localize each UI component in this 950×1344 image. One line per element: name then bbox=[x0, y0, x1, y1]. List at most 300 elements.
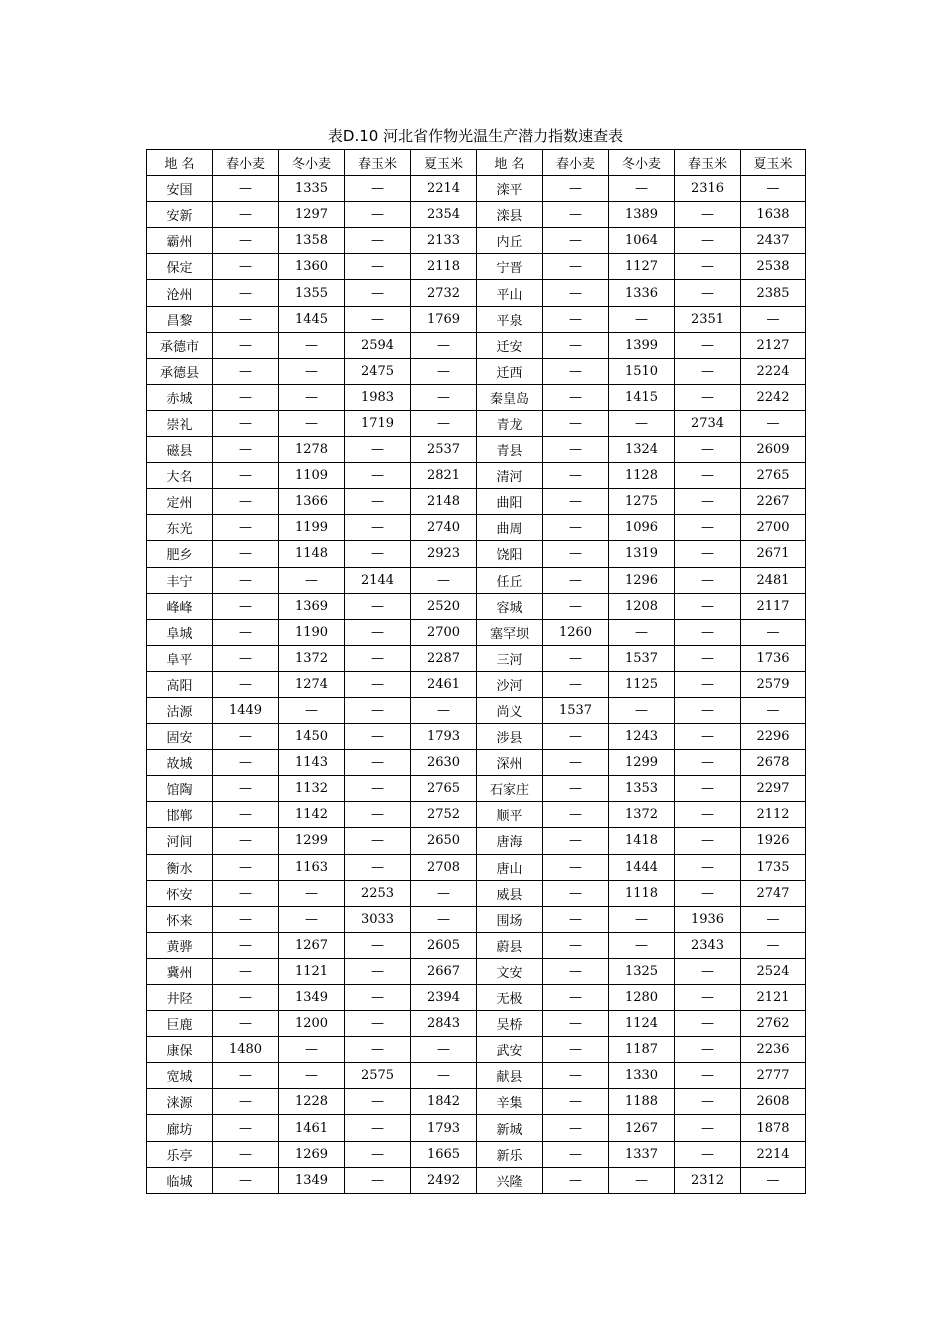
place-name-cell: 吴桥 bbox=[477, 1011, 543, 1037]
value-cell: — bbox=[675, 645, 741, 671]
value-cell: 1278 bbox=[279, 437, 345, 463]
value-cell: 2708 bbox=[411, 854, 477, 880]
table-row bbox=[147, 958, 806, 984]
place-name-cell: 磁县 bbox=[147, 437, 213, 463]
value-cell: — bbox=[741, 619, 806, 645]
value-cell: — bbox=[609, 619, 675, 645]
value-cell: — bbox=[543, 671, 609, 697]
place-name-cell: 乐亭 bbox=[147, 1141, 213, 1167]
value-cell: 1336 bbox=[609, 280, 675, 306]
place-name-cell: 昌黎 bbox=[147, 306, 213, 332]
table-row bbox=[147, 1167, 806, 1193]
table-row bbox=[147, 828, 806, 854]
value-cell: 1349 bbox=[279, 985, 345, 1011]
value-cell: — bbox=[543, 541, 609, 567]
table-row bbox=[147, 489, 806, 515]
value-cell: 2843 bbox=[411, 1011, 477, 1037]
table-row bbox=[147, 1011, 806, 1037]
value-cell: — bbox=[543, 1011, 609, 1037]
value-cell: 2475 bbox=[345, 358, 411, 384]
value-cell: 1793 bbox=[411, 724, 477, 750]
place-name-cell: 内丘 bbox=[477, 228, 543, 254]
place-name-cell: 顺平 bbox=[477, 802, 543, 828]
table-row bbox=[147, 724, 806, 750]
place-name-cell: 东光 bbox=[147, 515, 213, 541]
value-cell: — bbox=[213, 776, 279, 802]
value-cell: — bbox=[543, 958, 609, 984]
value-cell: 2112 bbox=[741, 802, 806, 828]
value-cell: — bbox=[741, 932, 806, 958]
value-cell: 1399 bbox=[609, 332, 675, 358]
place-name-cell: 武安 bbox=[477, 1037, 543, 1063]
value-cell: — bbox=[411, 332, 477, 358]
value-cell: 2121 bbox=[741, 985, 806, 1011]
value-cell: — bbox=[411, 906, 477, 932]
place-name-cell: 冀州 bbox=[147, 958, 213, 984]
value-cell: — bbox=[213, 306, 279, 332]
value-cell: — bbox=[609, 697, 675, 723]
place-name-cell: 青龙 bbox=[477, 410, 543, 436]
value-cell: — bbox=[675, 358, 741, 384]
value-cell: — bbox=[213, 619, 279, 645]
value-cell: — bbox=[675, 985, 741, 1011]
place-name-cell: 赤城 bbox=[147, 384, 213, 410]
place-name-cell: 唐海 bbox=[477, 828, 543, 854]
value-cell: 2923 bbox=[411, 541, 477, 567]
value-cell: 1461 bbox=[279, 1115, 345, 1141]
value-cell: 2609 bbox=[741, 437, 806, 463]
place-name-cell: 曲周 bbox=[477, 515, 543, 541]
value-cell: 2650 bbox=[411, 828, 477, 854]
value-cell: — bbox=[345, 1037, 411, 1063]
place-name-cell: 邯郸 bbox=[147, 802, 213, 828]
value-cell: — bbox=[213, 880, 279, 906]
place-name-cell: 新乐 bbox=[477, 1141, 543, 1167]
value-cell: — bbox=[345, 202, 411, 228]
value-cell: 2734 bbox=[675, 410, 741, 436]
value-cell: 2437 bbox=[741, 228, 806, 254]
value-cell: 2287 bbox=[411, 645, 477, 671]
table-row bbox=[147, 697, 806, 723]
value-cell: 1243 bbox=[609, 724, 675, 750]
value-cell: 1936 bbox=[675, 906, 741, 932]
value-cell: 1510 bbox=[609, 358, 675, 384]
place-name-cell: 怀安 bbox=[147, 880, 213, 906]
value-cell: — bbox=[543, 1115, 609, 1141]
value-cell: 2538 bbox=[741, 254, 806, 280]
value-cell: — bbox=[213, 332, 279, 358]
value-cell: 1121 bbox=[279, 958, 345, 984]
value-cell: — bbox=[543, 567, 609, 593]
value-cell: — bbox=[345, 854, 411, 880]
value-cell: — bbox=[543, 515, 609, 541]
place-name-cell: 迁西 bbox=[477, 358, 543, 384]
value-cell: 1274 bbox=[279, 671, 345, 697]
value-cell: 2236 bbox=[741, 1037, 806, 1063]
place-name-cell: 尚义 bbox=[477, 697, 543, 723]
place-name-cell: 饶阳 bbox=[477, 541, 543, 567]
place-name-cell: 献县 bbox=[477, 1063, 543, 1089]
value-cell: — bbox=[213, 515, 279, 541]
place-name-cell: 承德市 bbox=[147, 332, 213, 358]
table-row bbox=[147, 567, 806, 593]
value-cell: — bbox=[345, 489, 411, 515]
value-cell: 1719 bbox=[345, 410, 411, 436]
value-cell: — bbox=[279, 410, 345, 436]
table-row bbox=[147, 776, 806, 802]
value-cell: — bbox=[213, 1011, 279, 1037]
value-cell: 1445 bbox=[279, 306, 345, 332]
value-cell: — bbox=[675, 1089, 741, 1115]
value-cell: 1297 bbox=[279, 202, 345, 228]
table-row bbox=[147, 802, 806, 828]
value-cell: — bbox=[213, 567, 279, 593]
value-cell: — bbox=[279, 880, 345, 906]
value-cell: 1325 bbox=[609, 958, 675, 984]
value-cell: — bbox=[213, 1115, 279, 1141]
place-name-cell: 井陉 bbox=[147, 985, 213, 1011]
value-cell: — bbox=[345, 254, 411, 280]
place-name-cell: 巨鹿 bbox=[147, 1011, 213, 1037]
value-cell: 2385 bbox=[741, 280, 806, 306]
value-cell: — bbox=[543, 645, 609, 671]
table-row bbox=[147, 1141, 806, 1167]
value-cell: 1665 bbox=[411, 1141, 477, 1167]
value-cell: 2492 bbox=[411, 1167, 477, 1193]
value-cell: — bbox=[411, 567, 477, 593]
value-cell: 2630 bbox=[411, 750, 477, 776]
place-name-cell: 宽城 bbox=[147, 1063, 213, 1089]
value-cell: — bbox=[345, 437, 411, 463]
value-cell: 1125 bbox=[609, 671, 675, 697]
value-cell: — bbox=[609, 410, 675, 436]
value-cell: 2312 bbox=[675, 1167, 741, 1193]
value-cell: — bbox=[279, 332, 345, 358]
value-cell: 1337 bbox=[609, 1141, 675, 1167]
table-row bbox=[147, 593, 806, 619]
value-cell: 2214 bbox=[741, 1141, 806, 1167]
value-cell: — bbox=[213, 1167, 279, 1193]
value-cell: — bbox=[543, 906, 609, 932]
value-cell: 1353 bbox=[609, 776, 675, 802]
value-cell: — bbox=[675, 1115, 741, 1141]
value-cell: — bbox=[411, 1063, 477, 1089]
table-row bbox=[147, 410, 806, 436]
value-cell: — bbox=[675, 280, 741, 306]
value-cell: 2144 bbox=[345, 567, 411, 593]
value-cell: — bbox=[213, 254, 279, 280]
place-name-cell: 临城 bbox=[147, 1167, 213, 1193]
value-cell: 1358 bbox=[279, 228, 345, 254]
value-cell: — bbox=[345, 724, 411, 750]
table-row bbox=[147, 463, 806, 489]
value-cell: 2127 bbox=[741, 332, 806, 358]
table-row bbox=[147, 854, 806, 880]
value-cell: — bbox=[279, 1063, 345, 1089]
value-cell: 1537 bbox=[543, 697, 609, 723]
value-cell: 1638 bbox=[741, 202, 806, 228]
value-cell: 1143 bbox=[279, 750, 345, 776]
value-cell: 2224 bbox=[741, 358, 806, 384]
place-name-cell: 大名 bbox=[147, 463, 213, 489]
value-cell: — bbox=[345, 619, 411, 645]
place-name-cell: 塞罕坝 bbox=[477, 619, 543, 645]
value-cell: 2394 bbox=[411, 985, 477, 1011]
value-cell: — bbox=[675, 619, 741, 645]
value-cell: — bbox=[741, 306, 806, 332]
value-cell: — bbox=[675, 671, 741, 697]
value-cell: — bbox=[345, 176, 411, 202]
value-cell: 1330 bbox=[609, 1063, 675, 1089]
place-name-cell: 曲阳 bbox=[477, 489, 543, 515]
value-cell: 1127 bbox=[609, 254, 675, 280]
table-row bbox=[147, 437, 806, 463]
value-cell: — bbox=[543, 358, 609, 384]
value-cell: — bbox=[411, 410, 477, 436]
value-cell: — bbox=[213, 1063, 279, 1089]
value-cell: — bbox=[675, 724, 741, 750]
value-cell: — bbox=[345, 228, 411, 254]
value-cell: 1118 bbox=[609, 880, 675, 906]
value-cell: — bbox=[675, 541, 741, 567]
value-cell: — bbox=[213, 802, 279, 828]
value-cell: 1450 bbox=[279, 724, 345, 750]
value-cell: — bbox=[213, 854, 279, 880]
value-cell: — bbox=[543, 880, 609, 906]
potential-index-table bbox=[146, 149, 806, 1194]
value-cell: 1275 bbox=[609, 489, 675, 515]
column-header: 夏玉米 bbox=[741, 150, 806, 176]
value-cell: 2575 bbox=[345, 1063, 411, 1089]
place-name-cell: 深州 bbox=[477, 750, 543, 776]
place-name-cell: 安国 bbox=[147, 176, 213, 202]
table-row bbox=[147, 280, 806, 306]
table-row bbox=[147, 645, 806, 671]
table-row bbox=[147, 1115, 806, 1141]
value-cell: — bbox=[675, 1141, 741, 1167]
value-cell: 1199 bbox=[279, 515, 345, 541]
value-cell: 1415 bbox=[609, 384, 675, 410]
value-cell: — bbox=[213, 958, 279, 984]
column-header: 春小麦 bbox=[213, 150, 279, 176]
value-cell: — bbox=[411, 697, 477, 723]
place-name-cell: 兴隆 bbox=[477, 1167, 543, 1193]
value-cell: — bbox=[543, 802, 609, 828]
place-name-cell: 滦平 bbox=[477, 176, 543, 202]
place-name-cell: 青县 bbox=[477, 437, 543, 463]
value-cell: — bbox=[675, 802, 741, 828]
value-cell: 1299 bbox=[609, 750, 675, 776]
value-cell: — bbox=[213, 489, 279, 515]
value-cell: — bbox=[411, 384, 477, 410]
table-row bbox=[147, 619, 806, 645]
place-name-cell: 丰宁 bbox=[147, 567, 213, 593]
value-cell: — bbox=[543, 384, 609, 410]
value-cell: — bbox=[345, 958, 411, 984]
value-cell: — bbox=[213, 985, 279, 1011]
place-name-cell: 阜城 bbox=[147, 619, 213, 645]
value-cell: 2117 bbox=[741, 593, 806, 619]
place-name-cell: 河间 bbox=[147, 828, 213, 854]
value-cell: — bbox=[213, 1141, 279, 1167]
value-cell: 2821 bbox=[411, 463, 477, 489]
value-cell: — bbox=[543, 306, 609, 332]
value-cell: 1369 bbox=[279, 593, 345, 619]
value-cell: — bbox=[543, 750, 609, 776]
value-cell: — bbox=[213, 280, 279, 306]
value-cell: 1228 bbox=[279, 1089, 345, 1115]
place-name-cell: 怀来 bbox=[147, 906, 213, 932]
value-cell: 1736 bbox=[741, 645, 806, 671]
value-cell: 1335 bbox=[279, 176, 345, 202]
value-cell: 2700 bbox=[741, 515, 806, 541]
value-cell: — bbox=[675, 750, 741, 776]
value-cell: 2777 bbox=[741, 1063, 806, 1089]
value-cell: 2214 bbox=[411, 176, 477, 202]
value-cell: — bbox=[543, 932, 609, 958]
place-name-cell: 涞源 bbox=[147, 1089, 213, 1115]
place-name-cell: 故城 bbox=[147, 750, 213, 776]
value-cell: 2133 bbox=[411, 228, 477, 254]
place-name-cell: 沙河 bbox=[477, 671, 543, 697]
value-cell: 3033 bbox=[345, 906, 411, 932]
table-row bbox=[147, 671, 806, 697]
value-cell: — bbox=[543, 1037, 609, 1063]
value-cell: — bbox=[741, 697, 806, 723]
place-name-cell: 峰峰 bbox=[147, 593, 213, 619]
value-cell: — bbox=[279, 697, 345, 723]
value-cell: — bbox=[213, 724, 279, 750]
value-cell: — bbox=[675, 437, 741, 463]
column-header: 地 名 bbox=[147, 150, 213, 176]
value-cell: 2605 bbox=[411, 932, 477, 958]
value-cell: — bbox=[213, 645, 279, 671]
value-cell: — bbox=[345, 280, 411, 306]
value-cell: — bbox=[675, 1063, 741, 1089]
place-name-cell: 威县 bbox=[477, 880, 543, 906]
value-cell: 1132 bbox=[279, 776, 345, 802]
value-cell: — bbox=[345, 593, 411, 619]
value-cell: — bbox=[345, 463, 411, 489]
value-cell: 2608 bbox=[741, 1089, 806, 1115]
value-cell: — bbox=[213, 463, 279, 489]
value-cell: — bbox=[411, 358, 477, 384]
place-name-cell: 康保 bbox=[147, 1037, 213, 1063]
table-row bbox=[147, 202, 806, 228]
value-cell: 2752 bbox=[411, 802, 477, 828]
place-name-cell: 三河 bbox=[477, 645, 543, 671]
place-name-cell: 平山 bbox=[477, 280, 543, 306]
value-cell: 2732 bbox=[411, 280, 477, 306]
value-cell: — bbox=[675, 489, 741, 515]
value-cell: 1190 bbox=[279, 619, 345, 645]
table-row bbox=[147, 750, 806, 776]
value-cell: — bbox=[675, 828, 741, 854]
value-cell: — bbox=[675, 1037, 741, 1063]
value-cell: 2520 bbox=[411, 593, 477, 619]
value-cell: — bbox=[675, 463, 741, 489]
value-cell: — bbox=[279, 384, 345, 410]
value-cell: — bbox=[345, 802, 411, 828]
table-row bbox=[147, 1063, 806, 1089]
place-name-cell: 平泉 bbox=[477, 306, 543, 332]
value-cell: — bbox=[741, 906, 806, 932]
value-cell: 1769 bbox=[411, 306, 477, 332]
value-cell: 2351 bbox=[675, 306, 741, 332]
place-name-cell: 廊坊 bbox=[147, 1115, 213, 1141]
place-name-cell: 辛集 bbox=[477, 1089, 543, 1115]
table-title: 表D.10 河北省作物光温生产潜力指数速查表 bbox=[327, 127, 624, 145]
value-cell: — bbox=[213, 593, 279, 619]
value-cell: — bbox=[675, 202, 741, 228]
value-cell: 1128 bbox=[609, 463, 675, 489]
value-cell: 1878 bbox=[741, 1115, 806, 1141]
value-cell: — bbox=[213, 906, 279, 932]
table-row bbox=[147, 358, 806, 384]
value-cell: 1142 bbox=[279, 802, 345, 828]
place-name-cell: 黄骅 bbox=[147, 932, 213, 958]
place-name-cell: 涉县 bbox=[477, 724, 543, 750]
value-cell: — bbox=[213, 1089, 279, 1115]
value-cell: 2354 bbox=[411, 202, 477, 228]
place-name-cell: 容城 bbox=[477, 593, 543, 619]
value-cell: 1260 bbox=[543, 619, 609, 645]
value-cell: — bbox=[543, 332, 609, 358]
value-cell: 2481 bbox=[741, 567, 806, 593]
place-name-cell: 无极 bbox=[477, 985, 543, 1011]
value-cell: 2297 bbox=[741, 776, 806, 802]
table-row bbox=[147, 932, 806, 958]
value-cell: 2148 bbox=[411, 489, 477, 515]
value-cell: 1267 bbox=[279, 932, 345, 958]
value-cell: — bbox=[609, 306, 675, 332]
value-cell: 1188 bbox=[609, 1089, 675, 1115]
value-cell: — bbox=[213, 541, 279, 567]
value-cell: — bbox=[345, 541, 411, 567]
value-cell: — bbox=[675, 776, 741, 802]
value-cell: — bbox=[411, 880, 477, 906]
value-cell: — bbox=[675, 854, 741, 880]
value-cell: 1064 bbox=[609, 228, 675, 254]
column-header: 春玉米 bbox=[675, 150, 741, 176]
value-cell: — bbox=[543, 280, 609, 306]
place-name-cell: 石家庄 bbox=[477, 776, 543, 802]
value-cell: — bbox=[675, 254, 741, 280]
value-cell: — bbox=[543, 437, 609, 463]
value-cell: 1324 bbox=[609, 437, 675, 463]
column-header: 夏玉米 bbox=[411, 150, 477, 176]
value-cell: — bbox=[213, 384, 279, 410]
place-name-cell: 新城 bbox=[477, 1115, 543, 1141]
value-cell: 1842 bbox=[411, 1089, 477, 1115]
value-cell: — bbox=[543, 228, 609, 254]
value-cell: 2343 bbox=[675, 932, 741, 958]
value-cell: — bbox=[543, 410, 609, 436]
value-cell: — bbox=[345, 671, 411, 697]
value-cell: 1200 bbox=[279, 1011, 345, 1037]
value-cell: 1148 bbox=[279, 541, 345, 567]
place-name-cell: 迁安 bbox=[477, 332, 543, 358]
value-cell: 2740 bbox=[411, 515, 477, 541]
value-cell: 1366 bbox=[279, 489, 345, 515]
value-cell: — bbox=[543, 1089, 609, 1115]
table-row bbox=[147, 880, 806, 906]
value-cell: — bbox=[675, 1011, 741, 1037]
value-cell: 1360 bbox=[279, 254, 345, 280]
value-cell: — bbox=[279, 906, 345, 932]
value-cell: — bbox=[609, 176, 675, 202]
value-cell: 1983 bbox=[345, 384, 411, 410]
